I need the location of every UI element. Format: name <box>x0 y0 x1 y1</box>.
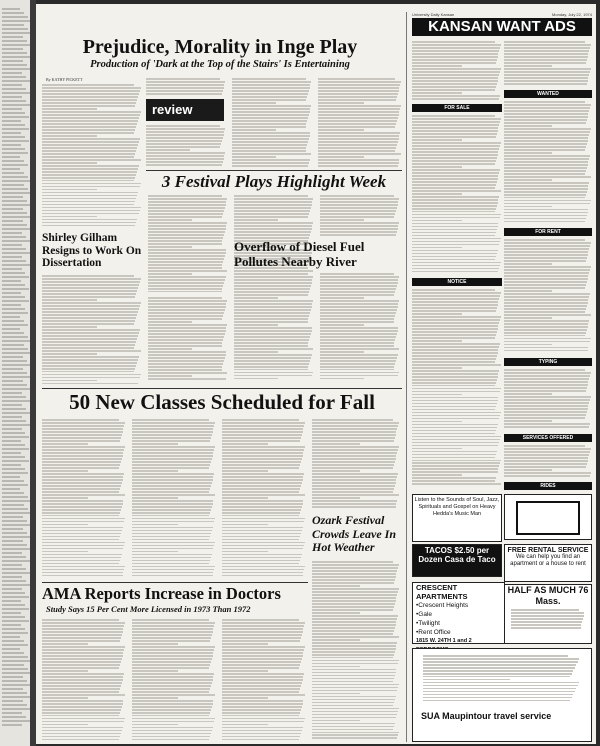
section-for-rent: FOR RENT <box>504 228 592 236</box>
classified-right-2 <box>504 100 592 224</box>
ad-crescent-item: •Twilight <box>416 620 440 627</box>
ad-crescent-item: •Rent Office <box>416 629 451 636</box>
ad-free-rental-sub: We can help you find an apartment or a house to rent <box>510 554 586 567</box>
masthead <box>412 12 592 17</box>
ama-col-1 <box>42 618 126 742</box>
diesel-headline: Overflow of Diesel Fuel Pollutes Nearby River <box>234 239 365 269</box>
ad-tacos <box>412 544 502 577</box>
ad-crescent-title: CRESCENT APARTMENTS <box>416 583 468 601</box>
ozark-headline: Ozark Festival Crowds Leave In Hot Weather <box>312 513 396 554</box>
classes-col-4 <box>312 418 400 510</box>
ad-crewel <box>504 494 592 540</box>
section-wanted: WANTED <box>504 90 592 98</box>
lead-col-3 <box>232 77 312 168</box>
classified-left-2 <box>412 114 502 274</box>
ad-free-rental <box>504 544 592 582</box>
festival-headline: 3 Festival Plays Highlight Week <box>161 172 387 191</box>
classified-right-4 <box>504 368 592 430</box>
ad-sounds-text: Listen to the Sounds of Soul, Jazz, Spirituals and Gospel on Heavy Hedda's Music Man <box>414 497 500 517</box>
gilham-headline: Shirley Gilham Resigns to Work On Dissertation <box>42 232 142 269</box>
section-for-sale: FOR SALE <box>412 104 502 112</box>
lead-byline: By KATHY PICKETT <box>46 77 83 82</box>
masthead-paper: University Daily Kansan <box>412 12 455 17</box>
lead-col-4 <box>318 77 402 168</box>
ad-sounds <box>412 494 502 542</box>
section-rides: RIDES <box>504 482 592 490</box>
ad-crescent-contact: 1815 W. 24TH 1 and 2 <box>416 638 472 644</box>
festival-col-1b <box>148 296 228 380</box>
lead-col-2 <box>146 124 226 168</box>
classes-headline: 50 New Classes Scheduled for Fall <box>69 390 375 414</box>
section-notice: NOTICE <box>412 278 502 286</box>
classified-right-3 <box>504 238 592 354</box>
ama-col-2 <box>132 618 216 742</box>
classified-left-1 <box>412 40 502 100</box>
ama-col-3 <box>222 618 306 742</box>
ozark-body <box>312 560 400 740</box>
adjacent-page-strip <box>0 0 34 746</box>
classified-right-5 <box>504 444 592 478</box>
classes-col-1 <box>42 418 126 578</box>
ad-tacos-text: TACOS $2.50 per Dozen Casa de Taco <box>418 546 496 564</box>
ad-crescent-item: •Crescent Heights <box>416 602 469 609</box>
classes-col-3 <box>222 418 306 578</box>
masthead-date: Monday, July 22, 1974 <box>552 12 592 17</box>
lead-col-1 <box>42 83 142 227</box>
section-services: SERVICES OFFERED <box>504 434 592 442</box>
ad-crescent <box>412 582 505 644</box>
festival-col-1 <box>148 194 228 294</box>
lead-deck: Production of 'Dark at the Top of the Stairs' Is Entertaining <box>90 59 350 70</box>
ad-sua-text: SUA Maupintour travel service <box>421 711 552 721</box>
lead-col-2-top <box>146 77 226 97</box>
newspaper-page <box>36 4 596 744</box>
classified-left-3 <box>412 288 502 488</box>
diesel-col-2 <box>320 272 400 380</box>
review-label: review <box>146 99 224 121</box>
section-typing: TYPING <box>504 358 592 366</box>
diesel-col-1 <box>234 272 314 380</box>
ad-half-as-much <box>504 584 592 644</box>
ad-crescent-items <box>416 601 504 637</box>
ad-free-rental-title: FREE RENTAL SERVICE <box>507 547 589 554</box>
festival-col-3 <box>320 194 400 238</box>
classifieds-title: KANSAN WANT ADS <box>412 18 592 36</box>
gilham-body <box>42 274 142 386</box>
ad-half-as-much-text: HALF AS MUCH 76 Mass. <box>507 585 589 606</box>
classified-right-1 <box>504 40 592 86</box>
ama-headline: AMA Reports Increase in Doctors <box>42 584 281 603</box>
lead-headline: Prejudice, Morality in Inge Play <box>82 36 358 58</box>
ad-sua-travel <box>412 648 592 742</box>
ama-deck: Study Says 15 Per Cent More Licensed in 1973 Than 1972 <box>46 604 251 614</box>
ad-crescent-item: •Gale <box>416 611 433 618</box>
classes-col-2 <box>132 418 216 578</box>
